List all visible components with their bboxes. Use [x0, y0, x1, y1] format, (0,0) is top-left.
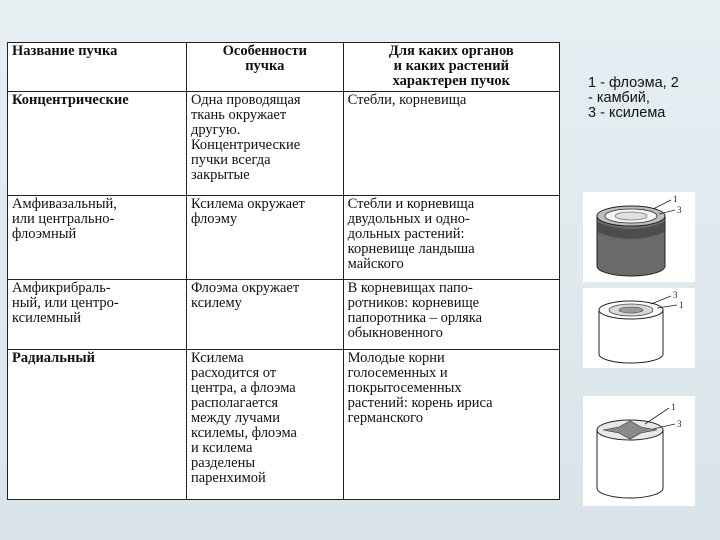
figure-1-label-1: 1	[673, 194, 678, 204]
figure-1-label-3: 3	[677, 205, 682, 215]
cell-organs	[343, 196, 559, 280]
figure-3-label-3: 3	[677, 419, 682, 429]
header-bundle-organs-text: Для каких органов и каких растений характерен пучок	[388, 43, 514, 89]
cell-name-text: Концентрические	[12, 92, 129, 108]
legend-note: 1 - флоэма, 2 - камбий, 3 - ксилема	[588, 75, 679, 121]
header-bundle-features-text: Особенности пучка	[222, 43, 307, 74]
figure-3-label-1: 1	[671, 402, 676, 412]
cell-features	[186, 92, 343, 196]
cell-features	[186, 196, 343, 280]
cell-organs	[343, 350, 559, 500]
bundle-figure-3-drawing	[583, 396, 695, 506]
cell-name	[8, 280, 187, 350]
cell-features-text: Ксилема окружает флоэму	[190, 196, 305, 227]
cell-name	[8, 350, 187, 500]
vascular-bundle-table	[7, 42, 560, 500]
cell-name-text: Амфивазальный, или центрально- флоэмный	[12, 196, 117, 242]
cell-organs	[343, 92, 559, 196]
cell-features	[186, 350, 343, 500]
table-row	[8, 280, 560, 350]
cell-features-text: Флоэма окружает ксилему	[190, 280, 300, 311]
cell-features	[186, 280, 343, 350]
table-header-row	[8, 43, 560, 92]
header-bundle-name-text: Название пучка	[12, 43, 118, 59]
table-row	[8, 92, 560, 196]
header-bundle-features	[186, 43, 343, 92]
cell-organs-text: Стебли, корневища	[347, 92, 467, 108]
bundle-figure-2	[583, 288, 695, 368]
bundle-figure-3	[583, 396, 695, 506]
cell-organs-text: Молодые корни голосеменных и покрытосеменных растений: корень ириса германского	[347, 350, 493, 426]
figure-2-label-1: 1	[679, 300, 684, 310]
cell-name	[8, 92, 187, 196]
cell-organs	[343, 280, 559, 350]
cell-organs-text: В корневищах папо- ротников: корневище папоротника – орляка обыкновенного	[347, 280, 483, 341]
table-row	[8, 196, 560, 280]
table-row	[8, 350, 560, 500]
cell-name-text: Радиальный	[12, 350, 96, 366]
cell-features-text: Ксилема расходится от центра, а флоэма располагается между лучами ксилемы, флоэма и ксилема разделены паренхимой	[190, 350, 297, 486]
bundle-figure-1-drawing	[583, 192, 695, 282]
cell-name	[8, 196, 187, 280]
header-bundle-organs	[343, 43, 559, 92]
cell-features-text: Одна проводящая ткань окружает другую. Концентрические пучки всегда закрытые	[190, 92, 301, 183]
figure-2-label-3: 3	[673, 290, 678, 300]
cell-organs-text: Стебли и корневища двудольных и одно- дольных растений: корневище ландыша майского	[347, 196, 475, 272]
bundle-figure-1	[583, 192, 695, 282]
header-bundle-name	[8, 43, 187, 92]
bundle-figure-2-drawing	[583, 288, 695, 368]
cell-name-text: Амфикрибраль- ный, или центро- ксилемный	[12, 280, 119, 326]
